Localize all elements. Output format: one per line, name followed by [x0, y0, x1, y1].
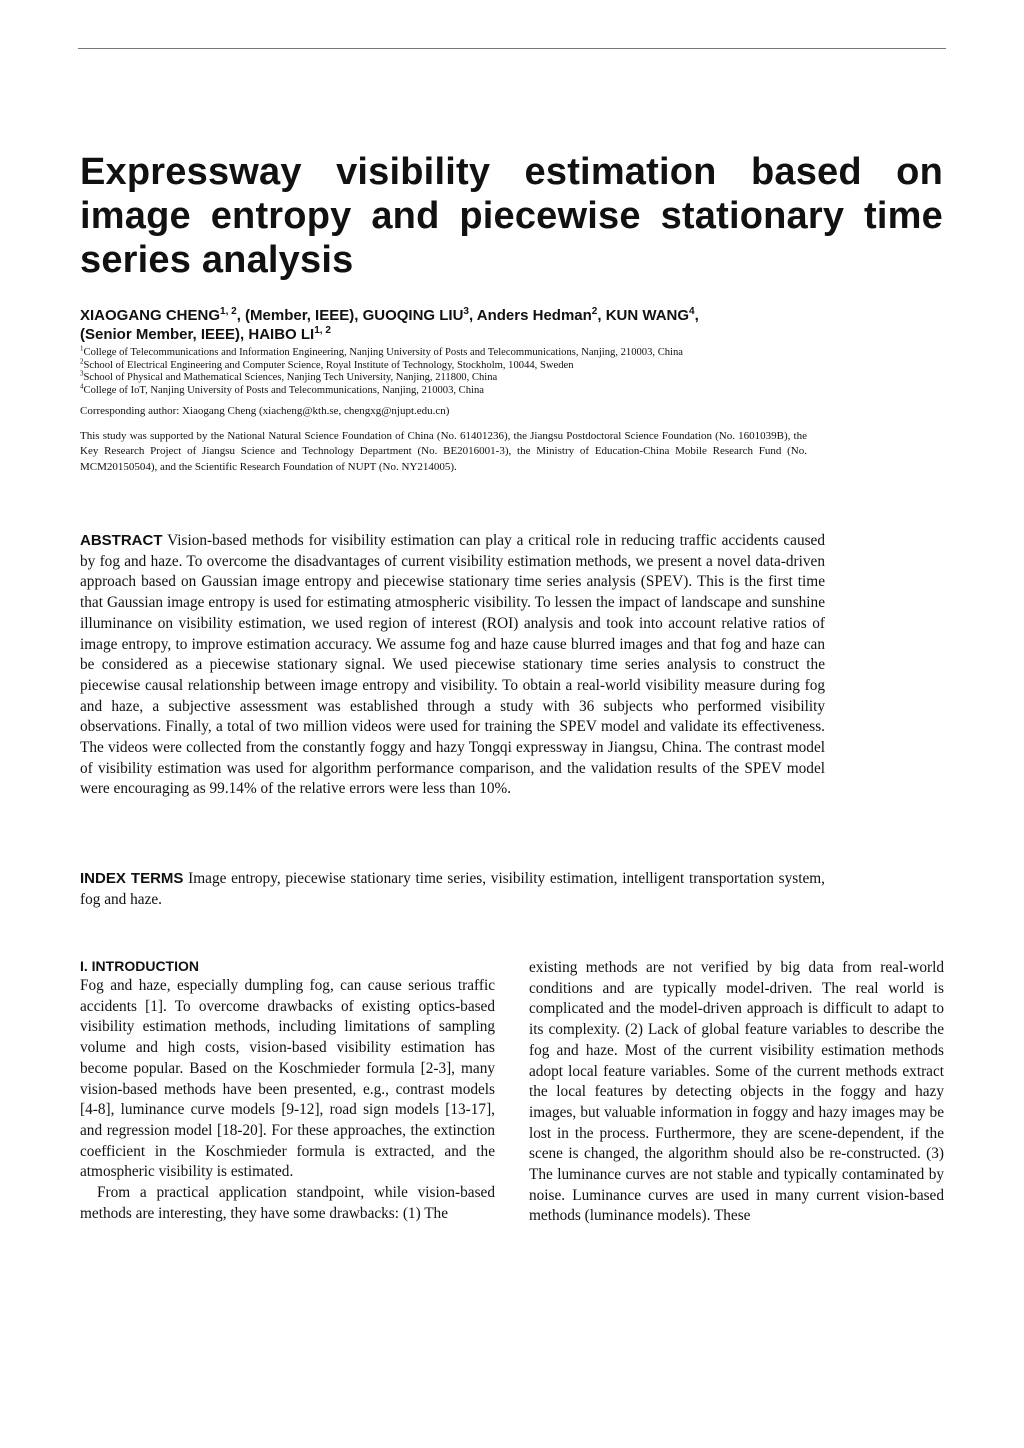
affiliation: [80, 369, 820, 385]
left-column: [80, 957, 495, 1224]
affiliation-text: School of Electrical Engineering and Computer Science, Royal Institute of Technology, Stockholm, 10044, Sweden: [83, 359, 574, 371]
author-sup: 1, 2: [314, 324, 331, 336]
paragraph: From a practical application standpoint, while vision-based methods are interesting, they have some drawbacks: (1) The: [80, 1184, 495, 1222]
abstract-label: ABSTRACT: [80, 532, 163, 549]
author-name: XIAOGANG CHENG: [80, 307, 221, 324]
corresponding-author: Corresponding author: Xiaogang Cheng (xiacheng@kth.se, chengxg@njupt.edu.cn): [80, 405, 450, 417]
paragraph: existing methods are not verified by big data from real-world conditions and are typically model-driven. The real world is complicated and the model-driven approach is difficult to adapt to its complexity. (2) Lack of global feature variables to describe the fog and haze. Most of the current visibility estimation methods adopt local feature variables. Some of the current methods extract the local features by detecting objects in the foggy and hazy images, but valuable information in foggy and hazy images may be lost in the process. Furthermore, they are scene-dependent, if the scene is changed, the algorithm should also be re-constructed. (3) The luminance curves are not stable and typically contaminated by noise. Luminance curves are used in many current vision-based methods (luminance models). These: [529, 959, 944, 1225]
author-name: HAIBO LI: [248, 325, 315, 343]
author-sup: 2: [591, 306, 598, 317]
author-sup: 4: [689, 306, 695, 317]
author-note: , (Member, IEEE),: [236, 307, 363, 324]
affiliation-text: College of IoT, Nanjing University of Posts and Telecommunications, Nanjing, 210003, China: [83, 384, 484, 396]
funding-statement: This study was supported by the National Natural Science Foundation of China (No. 61401236), the Jiangsu Postdoctoral Science Foundation (No. 1601039B), the Key Research Project of Jiangsu Science and Technology Department (No. BE2016001-3), the Ministry of Education-China Mobile Research Fund (No. MCM20150504), and the Scientific Research Foundation of NUPT (No. NY214005).: [80, 430, 807, 473]
affiliation: [80, 356, 820, 373]
author-name: GUOQING LIU: [362, 307, 464, 324]
header-rule: [78, 48, 946, 49]
affiliation: [80, 381, 820, 398]
paper-title: Expressway visibility estimation based on image entropy and piecewise stationary time series analysis: [80, 151, 943, 281]
index-terms-label: INDEX TERMS: [80, 870, 184, 887]
author-list: XIAOGANG CHENG$^{1, 2}$, (Member, IEEE), GUOQING LIU$^3$, Anders Hedman$^2$, KUN WANG$^4$, (Senior Member, IEEE), HAIBO LI$^{1, 2}$: [80, 306, 699, 343]
affiliation-sup: 3: [80, 369, 84, 378]
affiliation-list: [80, 344, 820, 397]
index-terms-text: Image entropy, piecewise stationary time series, visibility estimation, intelligent transportation system, fog and haze.: [80, 870, 825, 908]
affiliation: [80, 344, 820, 360]
index-terms: [80, 869, 825, 910]
author-name: KUN WANG: [605, 307, 690, 324]
abstract: [80, 531, 825, 800]
affiliation-sup: 1: [80, 344, 84, 353]
affiliation-text: College of Telecommunications and Information Engineering, Nanjing University of Posts and Telecommunications, Nanjing, 210003, China: [83, 347, 684, 358]
right-column: [529, 958, 944, 1227]
affiliation-sup: 4: [80, 381, 84, 390]
abstract-text: Vision-based methods for visibility estimation can play a critical role in reducing traffic accidents caused by fog and haze. To overcome the disadvantages of current visibility estimation methods, we present a novel data-driven approach based on Gaussian image entropy and piecewise stationary time series analysis (SPEV). This is the first time that Gaussian image entropy is used for estimating atmospheric visibility. To lessen the impact of landscape and sunshine illuminance on visibility estimation, we used region of interest (ROI) analysis and took into account relative ratios of image entropy, to improve estimation accuracy. We assume fog and haze cause blurred images and that fog and haze can be considered as a piecewise stationary signal. We used piecewise stationary time series analysis to construct the piecewise causal relationship between image entropy and visibility. To obtain a real-world visibility measure during fog and haze, a subjective assessment was established through a study with 36 subjects who performed visibility observations. Finally, a total of two million videos were used for training the SPEV model and validate its effectiveness. The videos were collected from the constantly foggy and hazy Tongqi expressway in Jiangsu, China. The contrast model of visibility estimation was used for algorithm performance comparison, and the validation results of the SPEV model were encouraging as 99.14% of the relative errors were less than 10%.: [80, 532, 825, 798]
author-sup: 3: [463, 306, 469, 317]
author-name: Anders Hedman: [476, 307, 592, 324]
section-heading: I. INTRODUCTION: [80, 958, 199, 974]
affiliation-text: School of Physical and Mathematical Sciences, Nanjing Tech University, Nanjing, 211800, China: [83, 372, 498, 383]
affiliation-sup: 2: [80, 356, 84, 365]
author-sup: 1, 2: [220, 306, 237, 317]
paragraph: Fog and haze, especially dumpling fog, can cause serious traffic accidents [1]. To overcome drawbacks of existing optics-based visibility estimation methods, including limitations of sampling volume and high costs, vision-based visibility estimation has become popular. Based on the Koschmieder formula [2-3], many vision-based methods have been presented, e.g., contrast models [4-8], luminance curve models [9-12], road sign models [13-17], and regression model [18-20]. For these approaches, the extinction coefficient in the Koschmieder formula is extracted, and the atmospheric visibility is estimated.: [80, 977, 495, 1181]
author-note: (Senior Member, IEEE),: [80, 325, 249, 343]
